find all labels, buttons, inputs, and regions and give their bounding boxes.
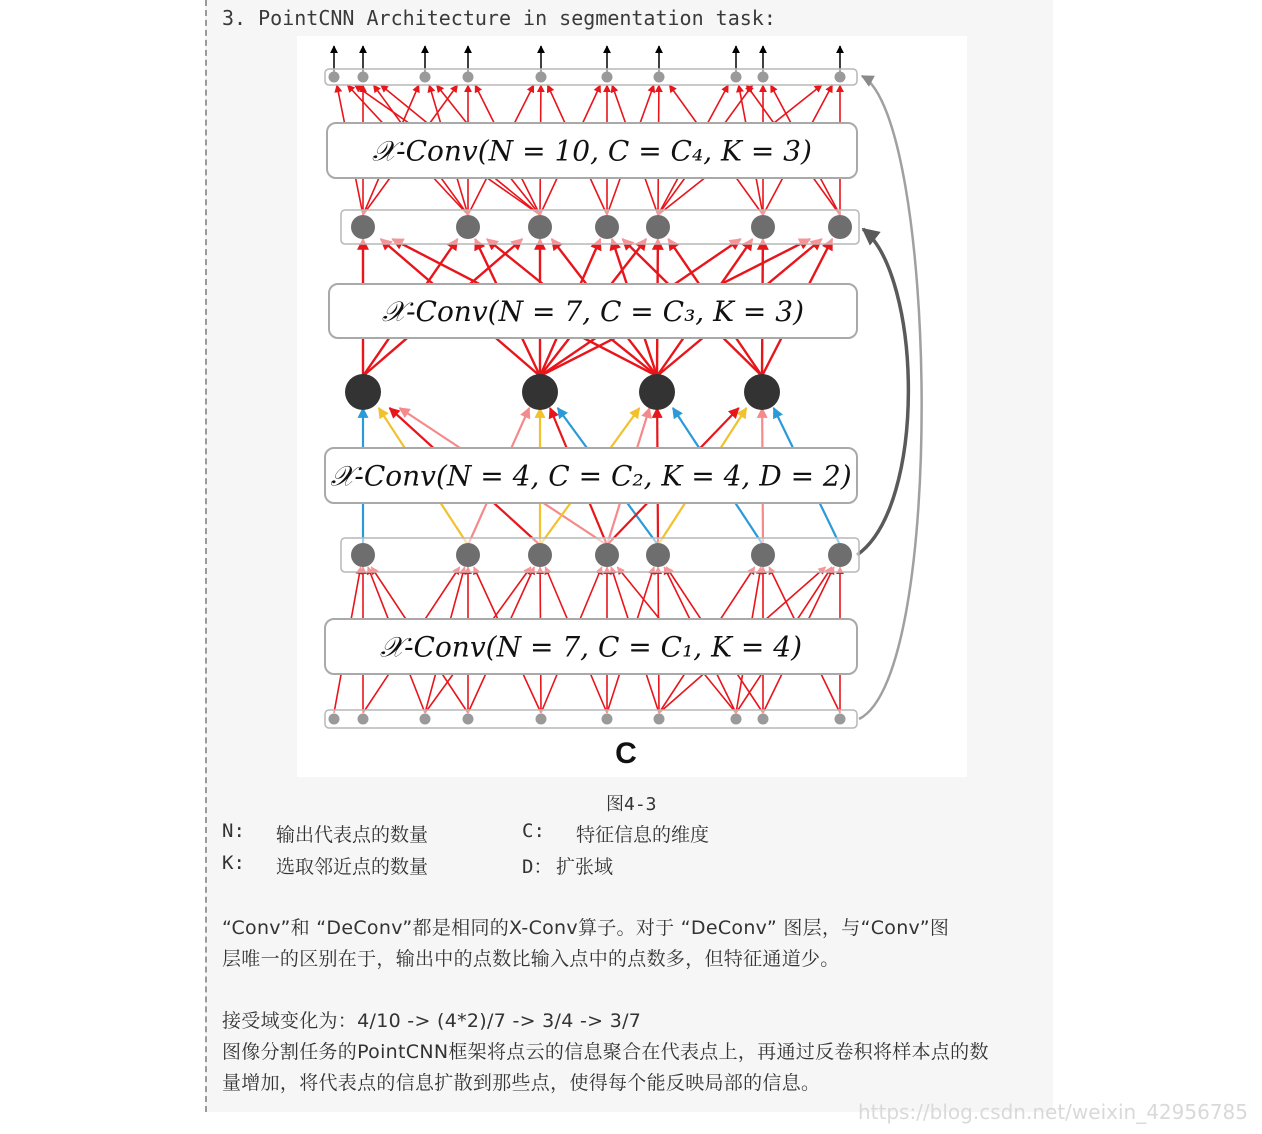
pointcnn-segmentation-figure [297, 36, 967, 777]
point-node [329, 72, 340, 83]
watermark: https://blog.csdn.net/weixin_42956785 [857, 1100, 1248, 1124]
point-node [646, 543, 670, 567]
point-node [358, 714, 369, 725]
point-node [731, 72, 742, 83]
paragraph-line: 层唯一的区别在于，输出中的点数比输入点中的点数多，但特征通道少。 [222, 948, 840, 970]
point-node [835, 714, 846, 725]
figure-skip-connections [857, 76, 922, 719]
point-node [828, 215, 852, 239]
xconv-layer-label: 𝒳-Conv(N = 7, C = C₁, K = 4) [379, 630, 803, 664]
point-node [731, 714, 742, 725]
legend-desc-n: 输出代表点的数量 [276, 824, 429, 846]
point-rail [325, 710, 857, 728]
point-node [595, 543, 619, 567]
point-node [345, 374, 381, 410]
point-node [602, 72, 613, 83]
legend-key-d: D： [522, 856, 553, 878]
skip-connection-arrow [859, 76, 922, 719]
paragraph-line: 接受域变化为：4/10 -> (4*2)/7 -> 3/4 -> 3/7 [222, 1010, 642, 1032]
blockquote-border [205, 0, 207, 1112]
point-node [463, 72, 474, 83]
point-node [654, 72, 665, 83]
point-node [751, 543, 775, 567]
legend-desc-k: 选取邻近点的数量 [276, 856, 429, 878]
section-heading: 3. PointCNN Architecture in segmentation task: [222, 6, 776, 30]
point-node [751, 215, 775, 239]
paragraph-line: 图像分割任务的PointCNN框架将点云的信息聚合在代表点上，再通过反卷积将样本点的数 [222, 1041, 989, 1063]
point-node [654, 714, 665, 725]
point-node [456, 543, 480, 567]
point-node [595, 215, 619, 239]
point-node [835, 72, 846, 83]
point-rail [325, 69, 857, 85]
point-node [536, 72, 547, 83]
paragraph-line: 量增加，将代表点的信息扩散到那些点，使得每个能反映局部的信息。 [222, 1072, 821, 1094]
point-node [351, 543, 375, 567]
point-node [602, 714, 613, 725]
point-node [758, 714, 769, 725]
point-node [528, 215, 552, 239]
point-node [536, 714, 547, 725]
xconv-layer-label: 𝒳-Conv(N = 7, C = C₃, K = 3) [381, 295, 805, 328]
legend-key-k: K: [222, 852, 245, 874]
point-node [528, 543, 552, 567]
panel-letter: C [615, 737, 637, 770]
legend-desc-c: 特征信息的维度 [576, 824, 710, 846]
point-node [358, 72, 369, 83]
point-node [639, 374, 675, 410]
legend-key-n: N: [222, 820, 245, 842]
legend-key-c: C: [522, 820, 545, 842]
point-node [646, 215, 670, 239]
point-node [828, 543, 852, 567]
point-node [758, 72, 769, 83]
point-node [456, 215, 480, 239]
point-node [329, 714, 340, 725]
xconv-layer-label: 𝒳-Conv(N = 4, C = C₂, K = 4, D = 2) [330, 459, 852, 493]
point-node [351, 215, 375, 239]
point-node [522, 374, 558, 410]
legend-desc-d: 扩张域 [556, 856, 614, 878]
point-node [420, 714, 431, 725]
figure-boxes [325, 69, 859, 728]
skip-connection-arrow [857, 229, 908, 555]
point-node [744, 374, 780, 410]
xconv-layer-label: 𝒳-Conv(N = 10, C = C₄, K = 3) [372, 134, 812, 168]
figure-caption: 图4-3 [606, 794, 657, 815]
point-node [420, 72, 431, 83]
paragraph-line: “Conv”和 “DeConv”都是相同的X-Conv算子。对于 “DeConv” 图层，与“Conv”图 [222, 917, 950, 939]
point-node [463, 714, 474, 725]
